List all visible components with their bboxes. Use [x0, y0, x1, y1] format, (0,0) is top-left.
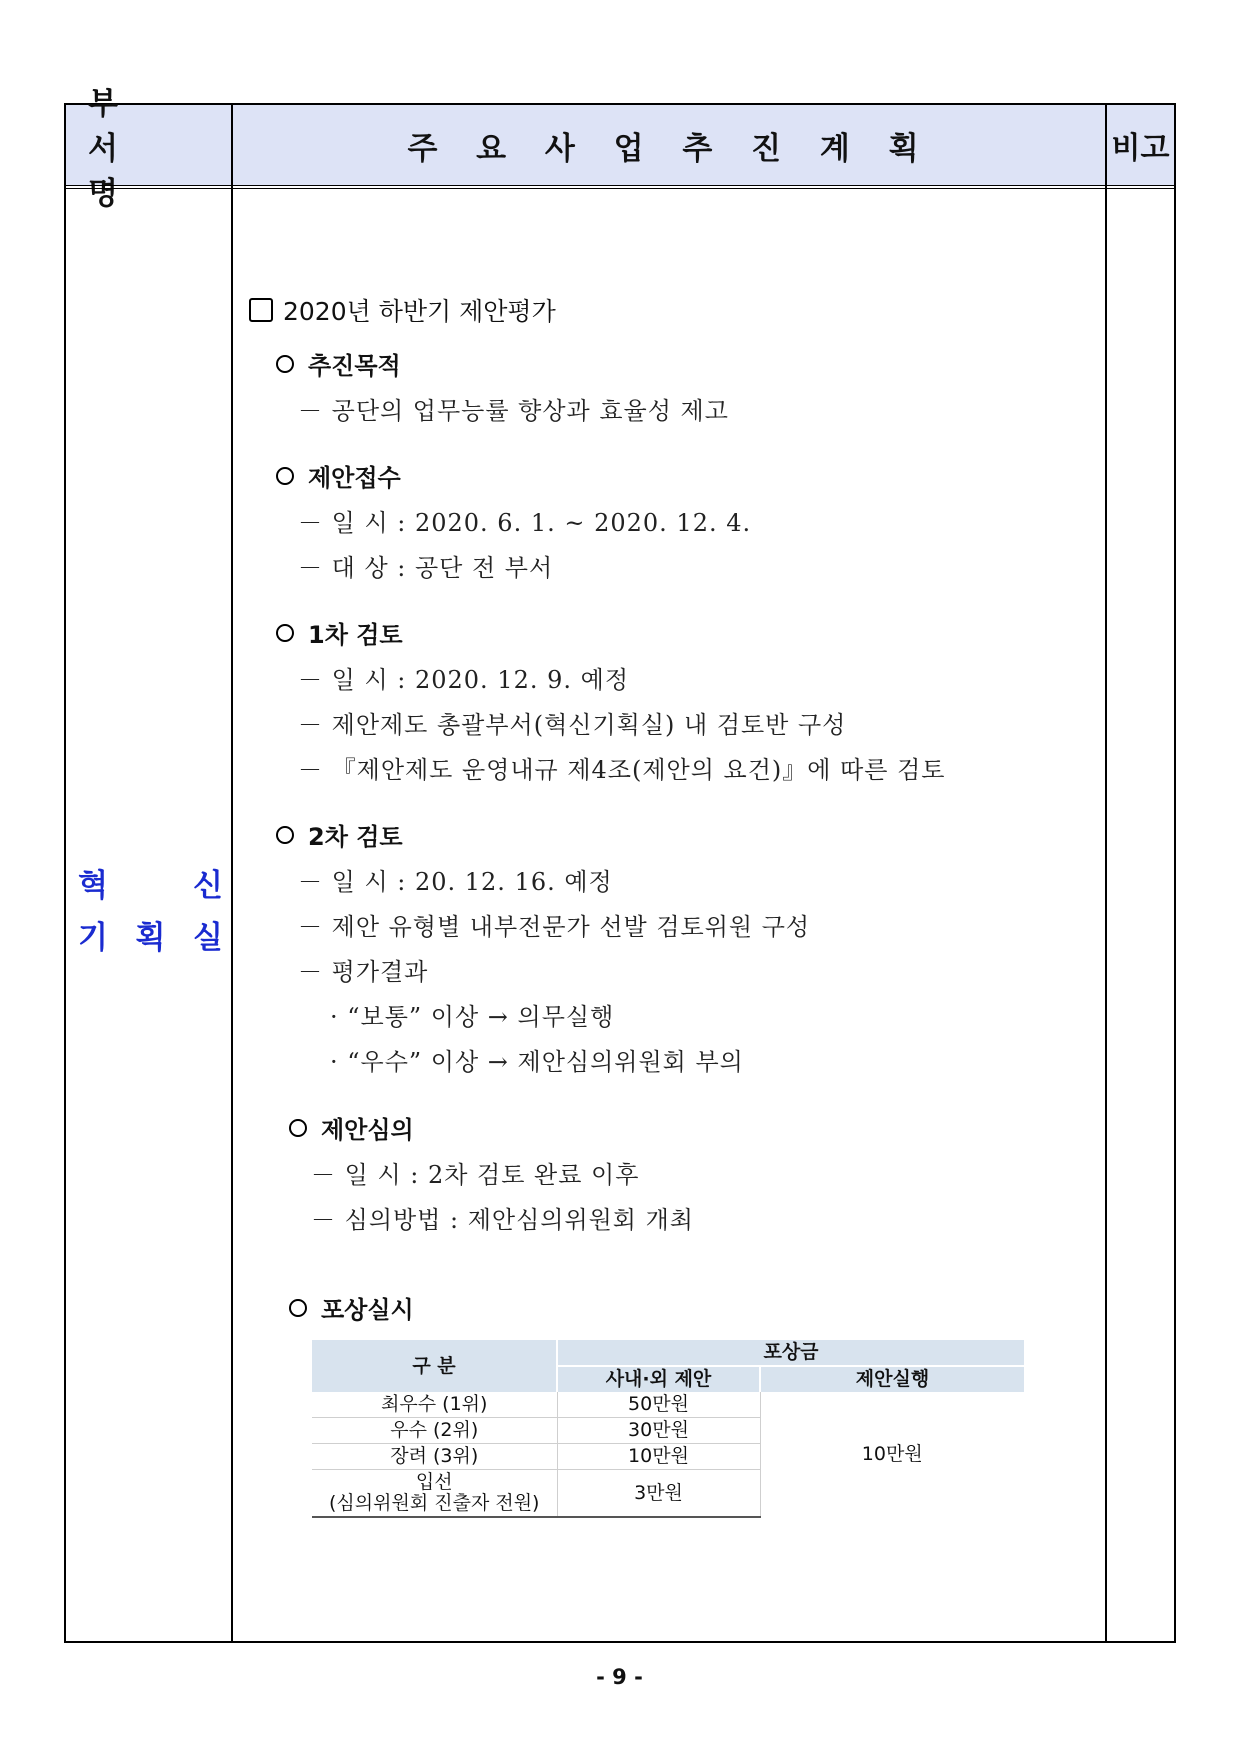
award-row-proposal: 3만원: [557, 1470, 760, 1518]
column-divider: [1105, 105, 1107, 1641]
section-review2: 2차 검토: [276, 817, 403, 852]
header-note: 비고: [1107, 105, 1174, 185]
award-row-proposal: 50만원: [557, 1392, 760, 1418]
award-row-category: 입선 (심의위원회 진출자 전원): [312, 1470, 557, 1518]
deliberation-line: － 일 시 : 2차 검토 완료 이후: [311, 1161, 640, 1189]
checkbox-square-icon: [249, 298, 273, 322]
award-row-proposal: 10만원: [557, 1444, 760, 1470]
section-receipt: 제안접수: [276, 458, 401, 493]
section-review1: 1차 검토: [276, 615, 403, 650]
review1-line: － 제안제도 총괄부서(혁신기획실) 내 검토반 구성: [298, 711, 847, 739]
department-name: 혁 신 기 획 실: [78, 868, 223, 956]
plan-title: 2020년 하반기 제안평가: [249, 292, 556, 328]
award-col-execution: 제안실행: [760, 1366, 1024, 1392]
circle-bullet-icon: [276, 355, 294, 373]
award-row-category: 장려 (3위): [312, 1444, 557, 1470]
review2-line: － 평가결과: [298, 958, 429, 986]
award-row-proposal: 30만원: [557, 1418, 760, 1444]
review2-subline: · “보통” 이상 → 의무실행: [330, 1003, 615, 1031]
review2-subline: · “우수” 이상 → 제안심의위원회 부의: [330, 1048, 744, 1076]
circle-bullet-icon: [276, 624, 294, 642]
award-col-category: 구 분: [312, 1340, 557, 1392]
award-col-proposal: 사내·외 제안: [557, 1366, 760, 1392]
section-award: 포상실시: [289, 1290, 414, 1325]
award-execution-value: 10만원: [861, 1443, 923, 1465]
award-col-prize: 포상금: [557, 1340, 1024, 1366]
section-purpose: 추진목적: [276, 346, 401, 381]
receipt-line: － 일 시 : 2020. 6. 1. ~ 2020. 12. 4.: [298, 509, 752, 537]
award-table: [312, 1340, 1024, 1518]
circle-bullet-icon: [289, 1119, 307, 1137]
deliberation-line: － 심의방법 : 제안심의위원회 개최: [311, 1206, 694, 1234]
section-deliberation: 제안심의: [289, 1110, 414, 1145]
review2-line: － 제안 유형별 내부전문가 선발 검토위원 구성: [298, 913, 811, 941]
review2-line: － 일 시 : 20. 12. 16. 예정: [298, 868, 613, 896]
circle-bullet-icon: [289, 1299, 307, 1317]
header-divider: [66, 185, 1174, 186]
header-department: 부 서 명: [66, 105, 233, 185]
header-plan: 주 요 사 업 추 진 계 획: [233, 105, 1107, 185]
header-divider: [66, 188, 1174, 189]
circle-bullet-icon: [276, 826, 294, 844]
award-row-category: 최우수 (1위): [312, 1392, 557, 1418]
circle-bullet-icon: [276, 467, 294, 485]
receipt-line: － 대 상 : 공단 전 부서: [298, 554, 554, 582]
page-number: - 9 -: [596, 1665, 643, 1689]
review1-line: － 일 시 : 2020. 12. 9. 예정: [298, 666, 629, 694]
award-row-category: 우수 (2위): [312, 1418, 557, 1444]
purpose-line: － 공단의 업무능률 향상과 효율성 제고: [298, 397, 729, 425]
review1-line: － 『제안제도 운영내규 제4조(제안의 요건)』에 따른 검토: [298, 756, 946, 784]
